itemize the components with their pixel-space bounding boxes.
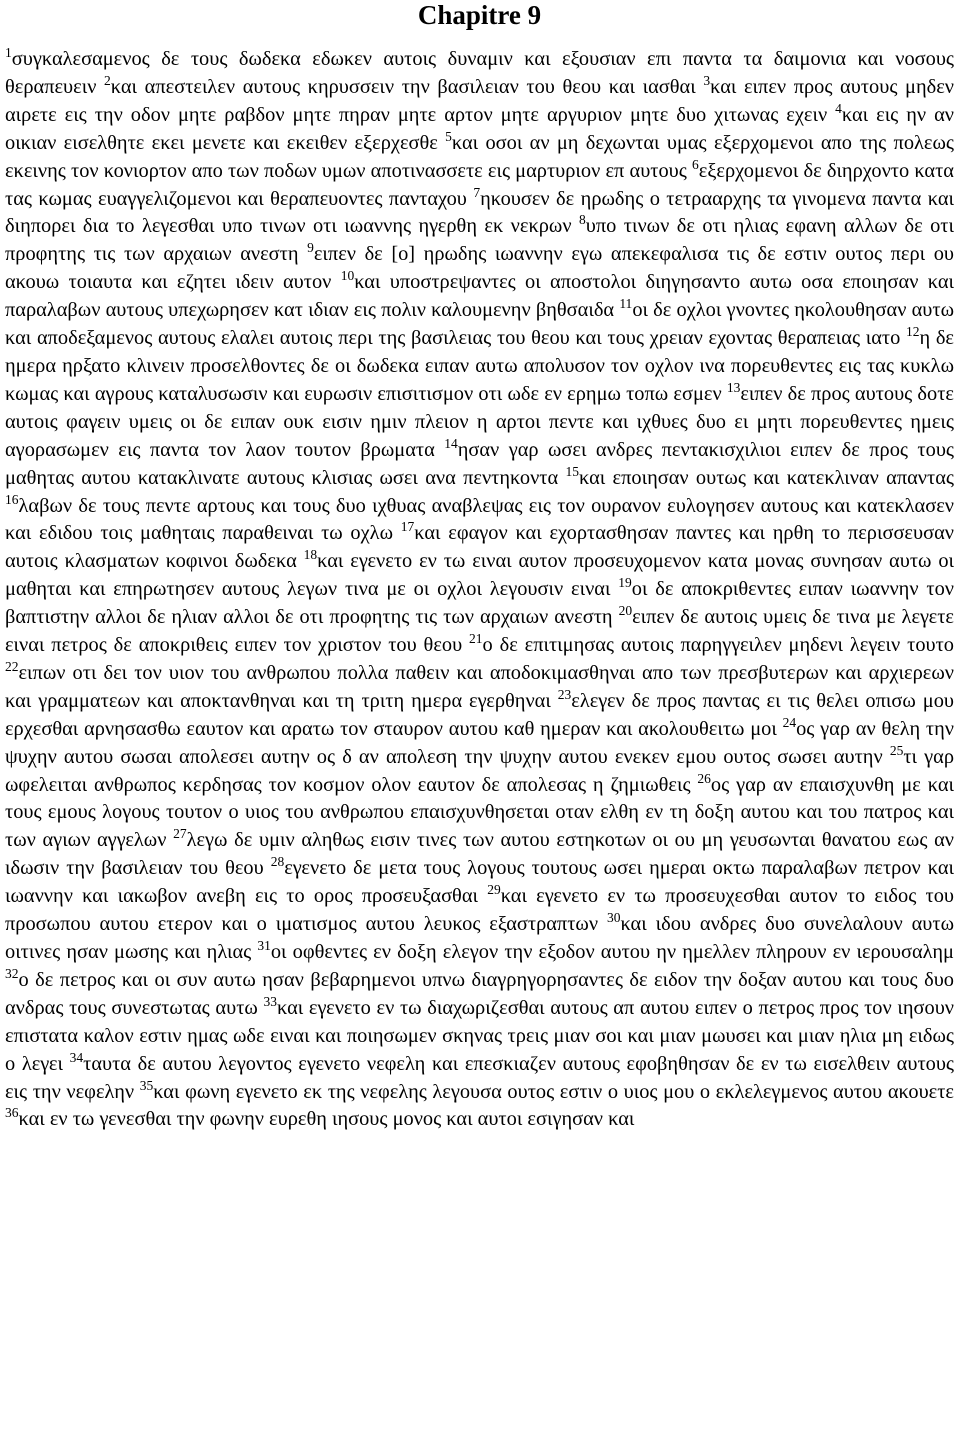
verse-text: ταυτα δε αυτου λεγοντος εγενετο νεφελη και επεσκιαζεν αυτους εφοβηθησαν δε εν τω εισελθειν αυτους εις την νεφελην xyxy=(5,1052,954,1103)
verse-text: ειπεν δε αυτοις υμεις δε τινα με λεγετε ειναι πετρος δε αποκριθεις ειπεν τον χριστον του θεου xyxy=(5,606,954,657)
verse-text: συγκαλεσαμενος δε τους δωδεκα εδωκεν αυτοις δυναμιν και εξουσιαν επι παντα τα δαιμονια και νοσους θεραπευειν xyxy=(5,48,954,98)
verse-number: 32 xyxy=(5,965,19,981)
verse-number: 13 xyxy=(726,379,741,395)
verse-text: λεγω δε υμιν αληθως εισιν τινες των αυτου εστηκοτων οι ου μη γευσωνται θανατου εως αν ιδωσιν την βασιλειαν του θεου xyxy=(5,829,954,880)
verse-text: οι δε οχλοι γνοντες ηκολουθησαν αυτω και αποδεξαμενος αυτους ελαλει αυτοις περι της βασιλειας του θεου και τους χρειαν εχοντας θεραπειας ιατο xyxy=(5,299,954,350)
verse-text: ο δε επιτιμησας αυτοις παρηγγειλεν μηδενι λεγειν τουτο xyxy=(482,634,954,657)
verse-text: ησαν γαρ ωσει ανδρες πεντακισχιλιοι ειπεν δε προς τους μαθητας αυτου κατακλινατε αυτους κλισιας ωσει ανα πεντηκοντα xyxy=(5,438,954,489)
verse-text: υπο τινων δε οτι ηλιας εφανη αλλων δε οτι προφητης τις των αρχαιων ανεστη xyxy=(5,215,954,266)
verse-number: 31 xyxy=(257,938,271,953)
verse-text: και εις ην αν οικιαν εισελθητε εκει μενετε και εκειθεν εξερχεσθε xyxy=(5,103,954,154)
verse-number: 5 xyxy=(445,128,452,144)
verse-text: και εγενετο εν τω διαχωριζεσθαι αυτους απ αυτου ειπεν ο πετρος προς τον ιησουν επιστατα καλον εστιν ημας ωδε ειναι και ποιησωμεν σκηνας τρεις μιαν σοι και μιαν μωυσει και μιαν ηλια μη ειδως ο λεγει xyxy=(5,996,955,1075)
verse-text: ειπων οτι δει τον υιον του ανθρωπου πολλα παθειν και αποδοκιμασθηναι απο των πρεσβυτερων και αρχιερεων και γραμματεων και αποκτανθηναι και τη τριτη ημερα εγερθηναι xyxy=(5,661,954,712)
verse-number: 18 xyxy=(303,547,318,563)
verse xyxy=(257,938,954,963)
verse-text: και απεστειλεν αυτους κηρυσσειν την βασιλειαν του θεου και ιασθαι xyxy=(110,75,704,98)
verse-number: 19 xyxy=(618,575,632,591)
verse-number: 1 xyxy=(5,45,12,60)
verse-text: οι οφθεντες εν δοξη ελεγον την εξοδον αυτου ην ημελλεν πληρουν εν ιερουσαλημ xyxy=(270,941,954,963)
verse-text: και εποιησαν ουτως και κατεκλιναν απαντας xyxy=(578,466,954,489)
verse-number: 26 xyxy=(697,770,711,786)
verse-number: 11 xyxy=(619,296,633,312)
verse-number: 7 xyxy=(473,184,481,200)
verse xyxy=(469,631,954,657)
verse-number: 35 xyxy=(139,1077,154,1093)
chapter-title: Chapitre 9 xyxy=(417,0,542,30)
verse-text: η δε ημερα ηρξατο κλινειν προσελθοντες δε οι δωδεκα ειπαν αυτω απολυσον τον οχλον ινα πορευθεντες εις τας κυκλω κωμας και αγρους καταλυσωσιν και ευρωσιν επισιτισμον οτι ωδε εν ερημω τοπω εσμεν xyxy=(5,327,954,405)
chapter-text xyxy=(5,46,954,1134)
verse-text: λαβων δε τους πεντε αρτους και τους δυο ιχθυας αναβλεψας εις τον ουρανον ευλογησεν αυτους και κατεκλασεν και εδιδου τοις μαθηταις παραθειναι τω οχλω xyxy=(5,494,954,545)
verse-number: 23 xyxy=(557,686,572,702)
verse-text: οι δε αποκριθεντες ειπαν ιωαννην τον βαπτιστην αλλοι δε ηλιαν αλλοι δε οτι προφητης τις των αρχαιων ανεστη xyxy=(5,578,954,629)
verse-text: εξερχομενοι δε διηρχοντο κατα τας κωμας ευαγγελιζομενοι και θεραπευοντες πανταχου xyxy=(5,159,954,210)
verse-number: 28 xyxy=(270,854,285,870)
verse-text: και εγενετο εν τω ειναι αυτον προσευχομενον κατα μονας συνησαν αυτω οι μαθηται και επηρωτησεν αυτους λεγων τινα με οι οχλοι λεγουσιν ειναι xyxy=(5,550,954,601)
verse-number: 20 xyxy=(618,603,633,619)
verse xyxy=(139,1077,954,1103)
verse-number: 9 xyxy=(307,240,314,256)
verse-number: 22 xyxy=(5,658,19,674)
verse-number: 34 xyxy=(69,1049,84,1065)
verse-number: 25 xyxy=(889,742,904,758)
verse-number: 21 xyxy=(469,631,483,647)
verse-number: 30 xyxy=(606,910,621,926)
verse-number: 10 xyxy=(340,268,355,284)
verse-text: και οσοι αν μη δεχωνται υμας εξερχομενοι απο της πολεως εκεινης τον κονιορτον απο των ποδων υμων αποτινασσετε εις μαρτυριον επ αυτους xyxy=(5,131,954,182)
verse-number: 17 xyxy=(400,519,415,535)
verse xyxy=(104,72,704,98)
verse-text: ος γαρ αν θελη την ψυχην αυτου σωσαι απολεσει αυτην ος δ αν απολεση την ψυχην αυτου ενεκεν εμου ουτος σωσει αυτην xyxy=(5,717,954,768)
verse-number: 15 xyxy=(565,463,579,479)
verse xyxy=(5,1105,635,1131)
verse-text: και εν τω γενεσθαι την φωνην ευρεθη ιησους μονος και αυτοι εσιγησαν και xyxy=(18,1108,635,1131)
verse-number: 3 xyxy=(703,72,711,88)
verse-text: ο δε πετρος και οι συν αυτω ησαν βεβαρημενοι υπνω διαγρηγορησαντες δε ειδον την δοξαν αυτου και τους δυο ανδρας τους συνεστωτας αυτω xyxy=(5,968,954,1019)
verse xyxy=(565,463,954,489)
verse-text: και ειπεν προς αυτους μηδεν αιρετε εις την οδον μητε ραβδον μητε πηραν μητε αρτον μητε αργυριον μητε δυο χιτωνας εχειν xyxy=(5,75,954,126)
verse-text: και εφαγον και εχορτασθησαν παντες και ηρθη το περισσευσαν αυτοις κλασματων κοφινοι δωδεκα xyxy=(5,522,954,573)
verse-number: 2 xyxy=(104,72,111,88)
verse-text: ηκουσεν δε ηρωδης ο τετρααρχης τα γινομενα παντα και διηπορει δια το λεγεσθαι υπο τινων οτι ιωαννης ηγερθη εκ νεκρων xyxy=(5,187,955,238)
verse-number: 29 xyxy=(487,882,501,898)
verse-text: και φωνη εγενετο εκ της νεφελης λεγουσα ουτος εστιν ο υιος μου ο εκλελεγμενος αυτου ακουετε xyxy=(153,1080,954,1103)
verse-text: τι γαρ ωφελειται ανθρωπος κερδησας τον κοσμον ολον εαυτον δε απολεσας η ζημιωθεις xyxy=(5,745,954,796)
verse-number: 36 xyxy=(5,1105,19,1121)
verse-text: ειπεν δε [ο] ηρωδης ιωαννην εγω απεκεφαλισα τις δε εστιν ουτος περι ου ακουω τοιαυτα και εζητει ιδειν αυτον xyxy=(5,243,954,294)
verse-text: και εγενετο εν τω προσευχεσθαι αυτον το ειδος του προσωπου αυτου ετερον και ο ιματισμος αυτου λευκος εξαστραπτων xyxy=(5,885,954,936)
verse-number: 27 xyxy=(173,826,187,842)
verse-text: ος γαρ αν επαισχυνθη με και τους εμους λογους τουτον ο υιος του ανθρωπου επαισχυνθησεται οταν ελθη εν τη δοξη αυτου και του πατρος και των αγιων αγγελων xyxy=(5,773,954,852)
verse-number: 24 xyxy=(782,714,797,730)
verse-number: 16 xyxy=(5,491,19,507)
verse-number: 33 xyxy=(263,993,277,1009)
verse-number: 8 xyxy=(579,212,586,228)
verse-text: ελεγεν δε προς παντας ει τις θελει οπισω μου ερχεσθαι αρνησασθω εαυτον και αρατω τον σταυρον αυτου καθ ημεραν και ακολουθειτω μοι xyxy=(5,689,954,740)
verse-text: ειπεν δε προς αυτους δοτε αυτοις φαγειν υμεις οι δε ειπαν ουκ εισιν ημιν πλειον η αρτοι πεντε και ιχθυες δυο ει μητι πορευθεντες ημεις αγορασωμεν εις παντα τον λαον τουτον βρωματα xyxy=(5,382,954,461)
verse-number: 4 xyxy=(835,100,842,116)
verse-text: εγενετο δε μετα τους λογους τουτους ωσει ημεραι οκτω παραλαβων πετρον και ιωαννην και ιακωβον ανεβη εις το ορος προσευξασθαι xyxy=(5,857,954,908)
verse-number: 12 xyxy=(905,324,920,340)
verse-number: 14 xyxy=(444,435,458,451)
verse-number: 6 xyxy=(692,156,699,172)
verse-text: και υποστρεψαντες οι αποστολοι διηγησαντο αυτω οσα εποιησαν και παραλαβων αυτους υπεχωρησεν κατ ιδιαν εις πολιν καλουμενην βηθσαιδα xyxy=(5,271,955,322)
verse-text: και ιδου ανδρες δυο συνελαλουν αυτω οιτινες ησαν μωσης και ηλιας xyxy=(5,913,955,963)
